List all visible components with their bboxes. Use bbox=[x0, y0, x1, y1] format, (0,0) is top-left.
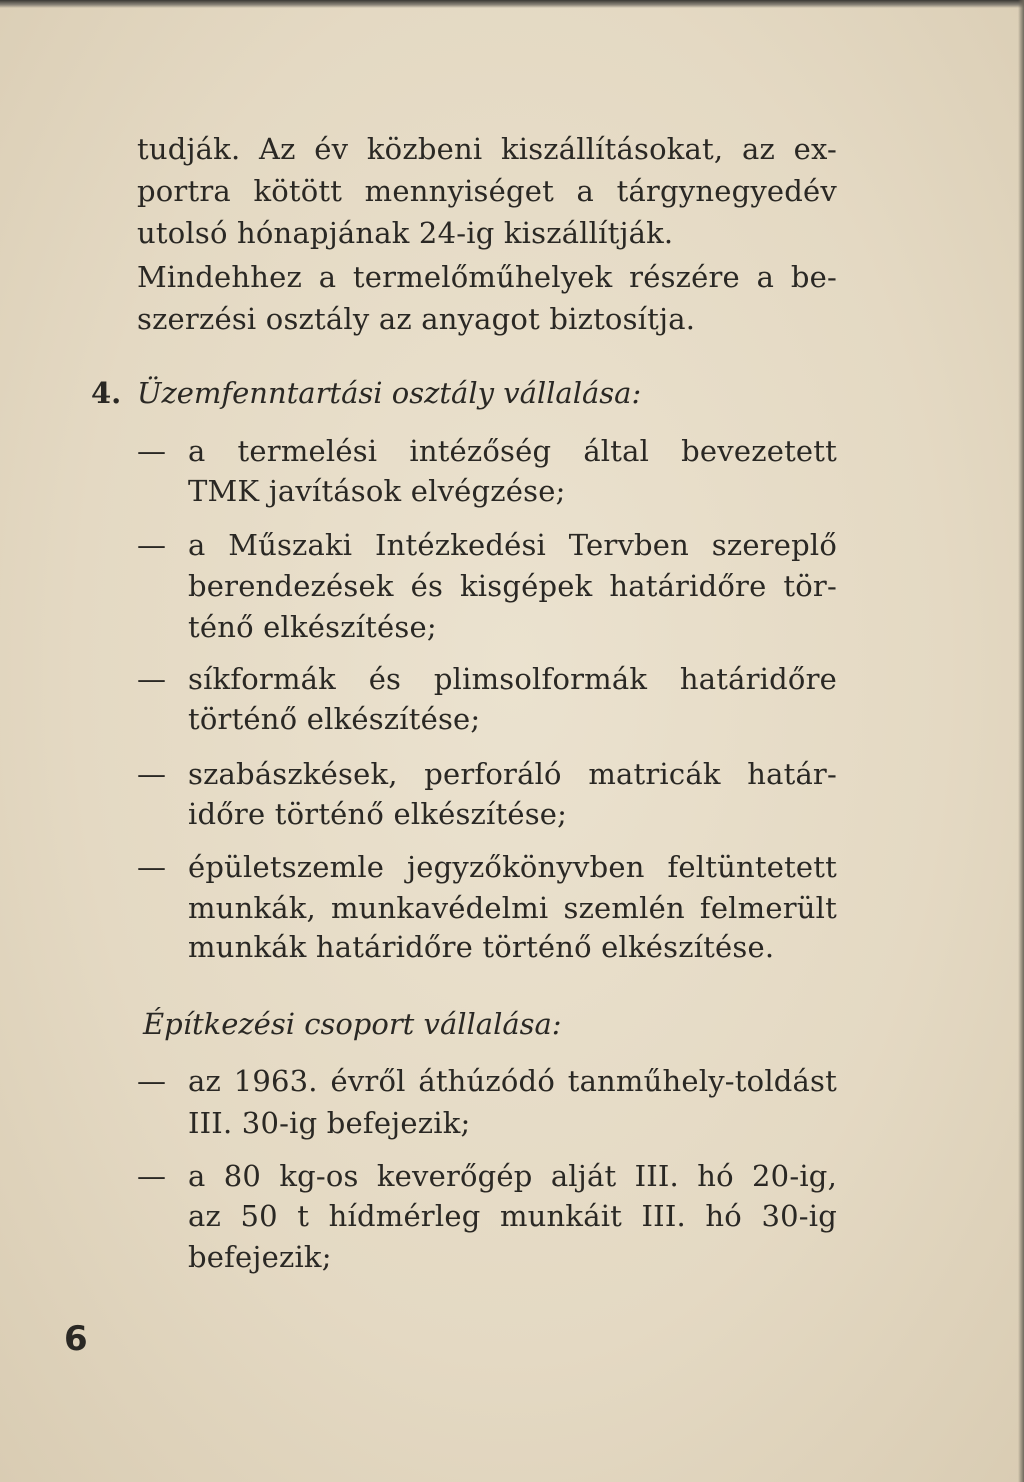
list-dash: — bbox=[137, 1159, 166, 1193]
list-item-line: munkák határidőre történő elkészítése. bbox=[188, 930, 775, 964]
list-dash: — bbox=[137, 434, 166, 468]
list-item-line: berendezések és kisgépek határidőre tör- bbox=[188, 569, 837, 603]
para-line: tudják. Az év közbeni kiszállításokat, az ex- bbox=[137, 132, 837, 166]
list-dash: — bbox=[137, 662, 166, 696]
page-right-edge bbox=[1018, 0, 1024, 1482]
page-number: 6 bbox=[64, 1319, 88, 1359]
para-line: portra kötött mennyiséget a tárgynegyedév bbox=[137, 174, 837, 208]
list-item-line: TMK javítások elvégzése; bbox=[188, 474, 566, 508]
list-dash: — bbox=[137, 528, 166, 562]
para-line: szerzési osztály az anyagot biztosítja. bbox=[137, 302, 696, 336]
list-dash: — bbox=[137, 850, 166, 884]
para-line: utolsó hónapjának 24-ig kiszállítják. bbox=[137, 216, 674, 250]
list-item-line: a Műszaki Intézkedési Tervben szereplő bbox=[188, 528, 837, 562]
list-item-line: III. 30-ig befejezik; bbox=[188, 1106, 471, 1140]
list-dash: — bbox=[137, 757, 166, 791]
list-item-line: épületszemle jegyzőkönyvben feltüntetett bbox=[188, 850, 837, 884]
page-top-edge bbox=[0, 0, 1024, 8]
list-item-line: ténő elkészítése; bbox=[188, 610, 437, 644]
list-item-line: időre történő elkészítése; bbox=[188, 797, 568, 831]
list-item-line: a termelési intézőség által bevezetett bbox=[188, 434, 837, 468]
list-item-line: az 1963. évről áthúzódó tanműhely-toldást bbox=[188, 1064, 837, 1098]
list-item-line: síkformák és plimsolformák határidőre bbox=[188, 662, 837, 696]
list-dash: — bbox=[137, 1064, 166, 1098]
section-number: 4. bbox=[91, 376, 122, 410]
para-line: Mindehhez a termelőműhelyek részére a be- bbox=[137, 260, 837, 294]
list-item-line: munkák, munkavédelmi szemlén felmerült bbox=[188, 891, 837, 925]
list-item-line: történő elkészítése; bbox=[188, 702, 481, 736]
section-title: Üzemfenntartási osztály vállalása: bbox=[137, 376, 642, 410]
list-item-line: az 50 t hídmérleg munkáit III. hó 30-ig bbox=[188, 1199, 837, 1233]
list-item-line: a 80 kg-os keverőgép alját III. hó 20-ig, bbox=[188, 1159, 837, 1193]
list-item-line: szabászkések, perforáló matricák határ- bbox=[188, 757, 837, 791]
list-item-line: befejezik; bbox=[188, 1240, 332, 1274]
group-title: Építkezési csoport vállalása: bbox=[143, 1007, 562, 1041]
